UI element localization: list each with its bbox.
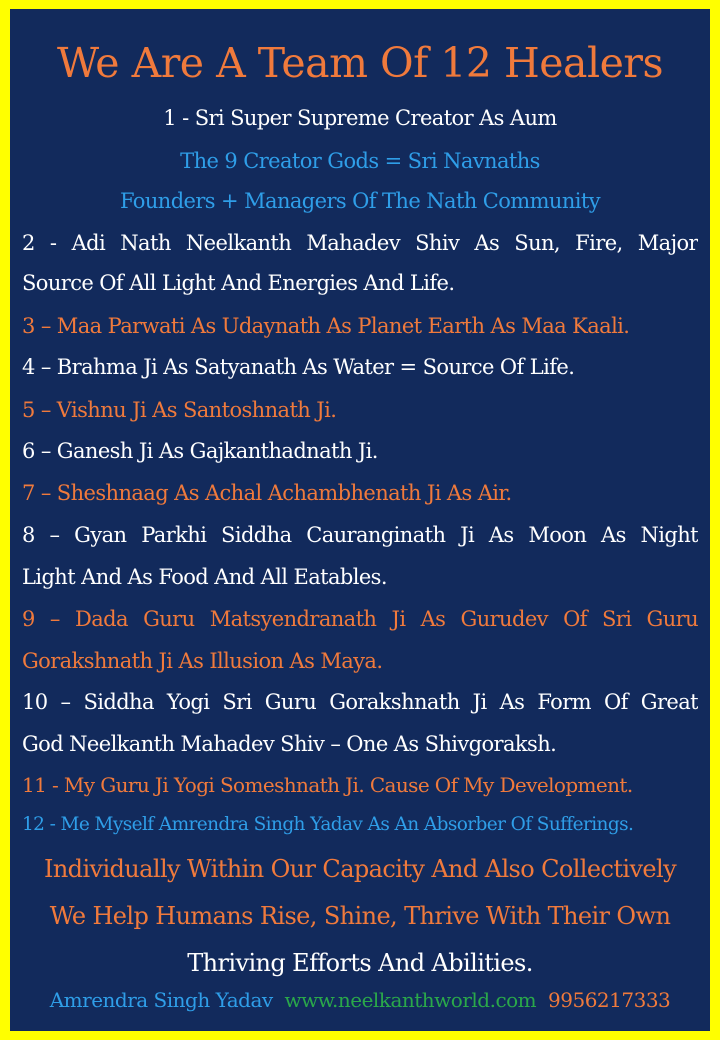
line-4: 2 - Adi Nath Neelkanth Mahadev Shiv As Sun, Fire, Major — [22, 231, 698, 255]
line-16: God Neelkanth Mahadev Shiv – One As Shivgoraksh. — [22, 732, 557, 756]
line-17: 11 - My Guru Ji Yogi Someshnath Ji. Cause Of My Development. — [22, 773, 633, 797]
footer-phone: 9956217333 — [548, 988, 671, 1012]
line-6: 3 – Maa Parwati As Udaynath As Planet Earth As Maa Kaali. — [22, 314, 630, 338]
line-12: Light And As Food And All Eatables. — [22, 565, 387, 589]
line-19: Individually Within Our Capacity And Also Collectively — [43, 855, 677, 883]
line-11: 8 – Gyan Parkhi Siddha Cauranginath Ji As Moon As Night — [22, 523, 698, 547]
line-18: 12 - Me Myself Amrendra Singh Yadav As An Absorber Of Sufferings. — [22, 814, 634, 835]
line-3: Founders + Managers Of The Nath Community — [119, 189, 600, 213]
line-10: 7 – Sheshnaag As Achal Achambhenath Ji As Air. — [22, 481, 512, 505]
poster-panel — [10, 9, 710, 1031]
footer — [10, 988, 710, 1012]
line-8: 5 – Vishnu Ji As Santoshnath Ji. — [22, 398, 337, 422]
line-15: 10 – Siddha Yogi Sri Guru Gorakshnath Ji As Form Of Great — [22, 690, 698, 714]
line-14: Gorakshnath Ji As Illusion As Maya. — [22, 649, 383, 673]
poster-title: We Are A Team Of 12 Healers — [56, 39, 664, 87]
line-20: We Help Humans Rise, Shine, Thrive With Their Own — [49, 902, 671, 930]
line-7: 4 – Brahma Ji As Satyanath As Water = Source Of Life. — [22, 355, 575, 379]
line-2: The 9 Creator Gods = Sri Navnaths — [180, 149, 540, 173]
line-5: Source Of All Light And Energies And Life. — [22, 271, 455, 295]
footer-name: Amrendra Singh Yadav — [49, 988, 273, 1012]
line-13: 9 – Dada Guru Matsyendranath Ji As Gurudev Of Sri Guru — [22, 607, 698, 631]
line-1: 1 - Sri Super Supreme Creator As Aum — [163, 106, 557, 130]
line-9: 6 – Ganesh Ji As Gajkanthadnath Ji. — [22, 439, 378, 463]
footer-website-link[interactable]: www.neelkanthworld.com — [284, 988, 537, 1012]
line-21: Thriving Efforts And Abilities. — [187, 949, 533, 977]
